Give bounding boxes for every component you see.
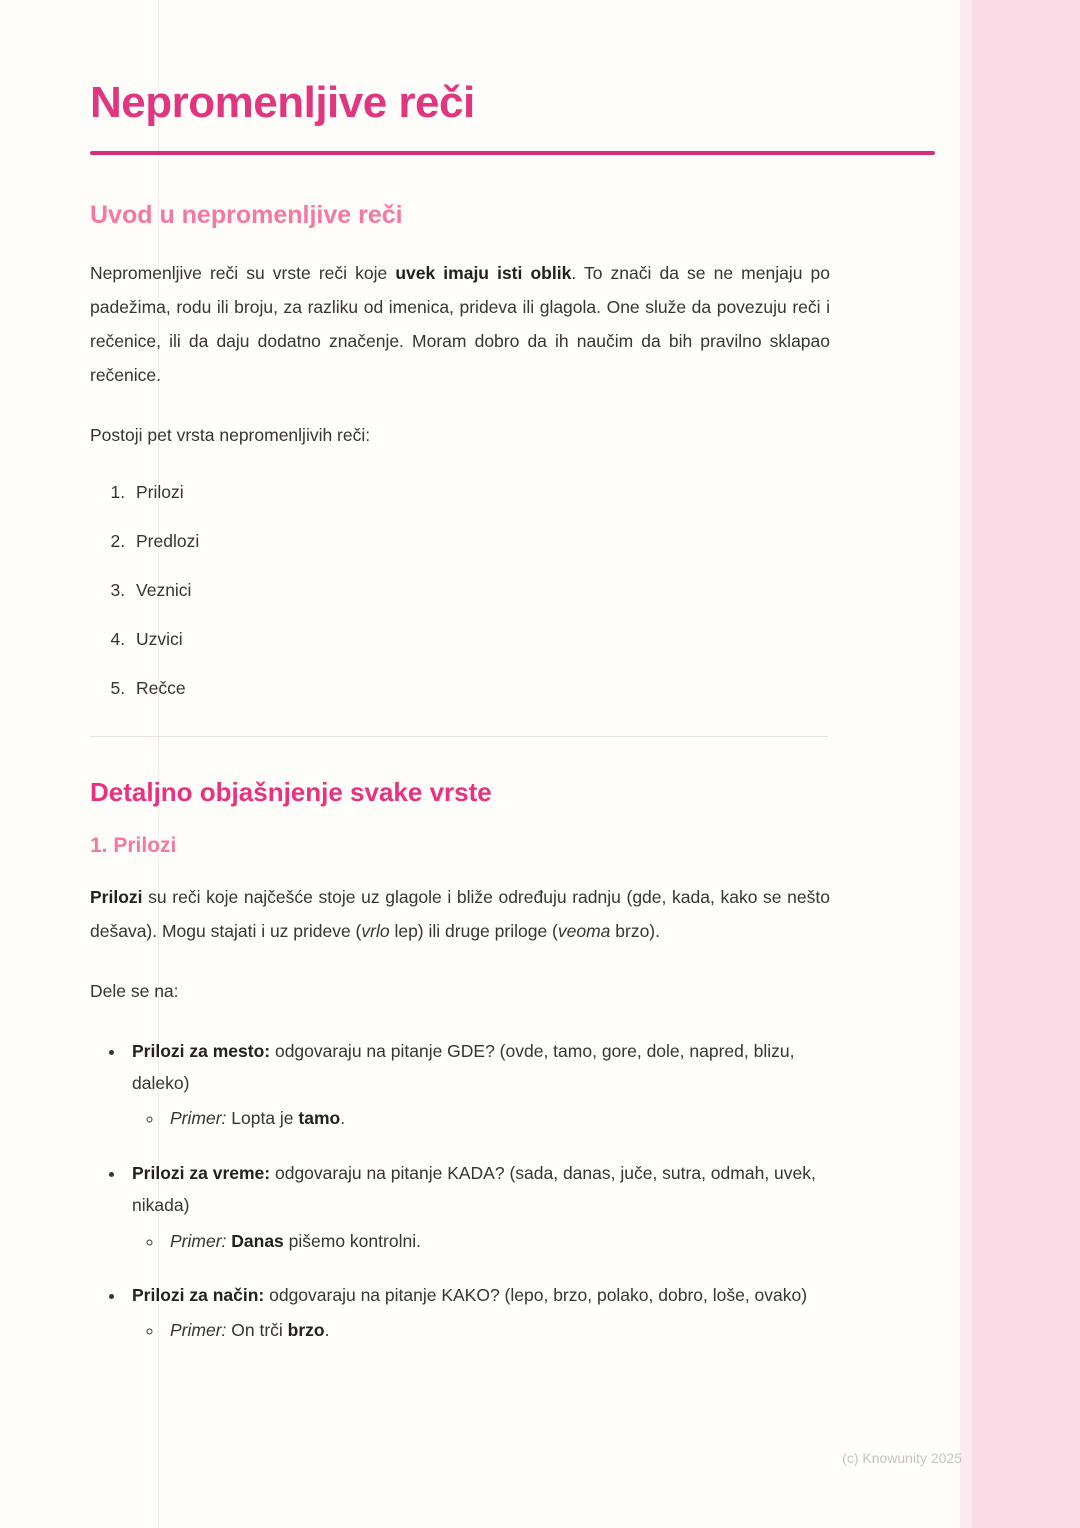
- list-item: [126, 1035, 830, 1135]
- bullet-label: Prilozi za vreme:: [132, 1162, 271, 1183]
- prilozi-text-d: lep) ili druge priloge (: [389, 921, 558, 942]
- example-text: On trči: [226, 1320, 288, 1341]
- section-heading-intro: Uvod u nepromenljive reči: [90, 200, 403, 229]
- word-types-list: [90, 478, 830, 702]
- page-title: Nepromenljive reči: [90, 78, 475, 127]
- example-sublist: [132, 1315, 830, 1347]
- intro-text-c: . To znači da se ne menjaju po padežima, rodu ili broju, za razliku od imenica, prideva ili glagola. One služe da povezuju reči i rečenice, ili da daju dodatno značenje. Moram dobro da ih naučim da bih pravilno sklapao rečenice.: [90, 262, 830, 385]
- example-label: Primer:: [170, 1230, 227, 1251]
- example-text: Lopta je: [226, 1108, 299, 1129]
- bullet-text: odgovaraju na pitanje KADA? (sada, danas, juče, sutra, odmah, uvek, nikada): [132, 1162, 816, 1216]
- example-sublist: [132, 1226, 830, 1258]
- example-label: Primer:: [170, 1320, 227, 1341]
- subsection-heading-prilozi: 1. Prilozi: [90, 834, 177, 858]
- title-divider: [90, 151, 935, 155]
- list-item: 3. Veznici: [130, 576, 830, 604]
- example-highlight: tamo: [298, 1108, 341, 1129]
- list-item: 2. Predlozi: [130, 527, 830, 555]
- bullet-text: odgovaraju na pitanje KAKO? (lepo, brzo, polako, dobro, loše, ovako): [264, 1285, 808, 1306]
- example-sublist: [132, 1103, 830, 1135]
- list-item: [164, 1103, 830, 1135]
- bullet-label: Prilozi za način:: [132, 1285, 265, 1306]
- list-item: [164, 1226, 830, 1258]
- example-highlight: brzo: [287, 1320, 325, 1341]
- example-tail: .: [340, 1108, 346, 1129]
- document-content: [90, 78, 830, 1369]
- prilozi-paragraph-2: Dele se na:: [90, 981, 179, 1002]
- example-tail: pišemo kontrolni.: [283, 1230, 421, 1251]
- page-edge-highlight: [960, 0, 972, 1528]
- copyright-footer: (c) Knowunity 2025: [842, 1450, 962, 1466]
- list-item: [126, 1279, 830, 1347]
- intro-paragraph-2: Postoji pet vrsta nepromenljivih reči:: [90, 425, 371, 446]
- list-item: [126, 1157, 830, 1257]
- intro-text-bold: uvek imaju isti oblik: [395, 262, 572, 283]
- prilozi-italic-veoma: veoma: [557, 921, 611, 942]
- list-item: [164, 1315, 830, 1347]
- example-tail: .: [324, 1320, 330, 1341]
- example-label: Primer:: [170, 1108, 227, 1129]
- section-heading-details: Detaljno objašnjenje svake vrste: [90, 777, 492, 808]
- list-item: 5. Rečce: [130, 674, 830, 702]
- prilozi-text-f: brzo).: [610, 921, 661, 942]
- prilozi-text-b: su reči koje najčešće stoje uz glagole i bliže određuju radnju (gde, kada, kako se nešto dešava). Mogu stajati i uz prideve (: [90, 887, 830, 942]
- prilozi-paragraph: [90, 880, 830, 948]
- bullet-text: odgovaraju na pitanje GDE? (ovde, tamo, gore, dole, napred, blizu, daleko): [132, 1040, 795, 1093]
- prilozi-bullet-list: [90, 1035, 830, 1347]
- list-item: 1. Prilozi: [130, 478, 830, 506]
- intro-paragraph: [90, 256, 830, 393]
- prilozi-term: Prilozi: [90, 887, 143, 908]
- prilozi-italic-vrlo: vrlo: [361, 921, 390, 942]
- bullet-label: Prilozi za mesto:: [132, 1040, 271, 1061]
- example-highlight: Danas: [231, 1230, 284, 1251]
- page-side-band: [972, 0, 1080, 1528]
- section-divider: [90, 736, 828, 737]
- list-item: 4. Uzvici: [130, 625, 830, 653]
- intro-text-a: Nepromenljive reči su vrste reči koje: [90, 262, 396, 283]
